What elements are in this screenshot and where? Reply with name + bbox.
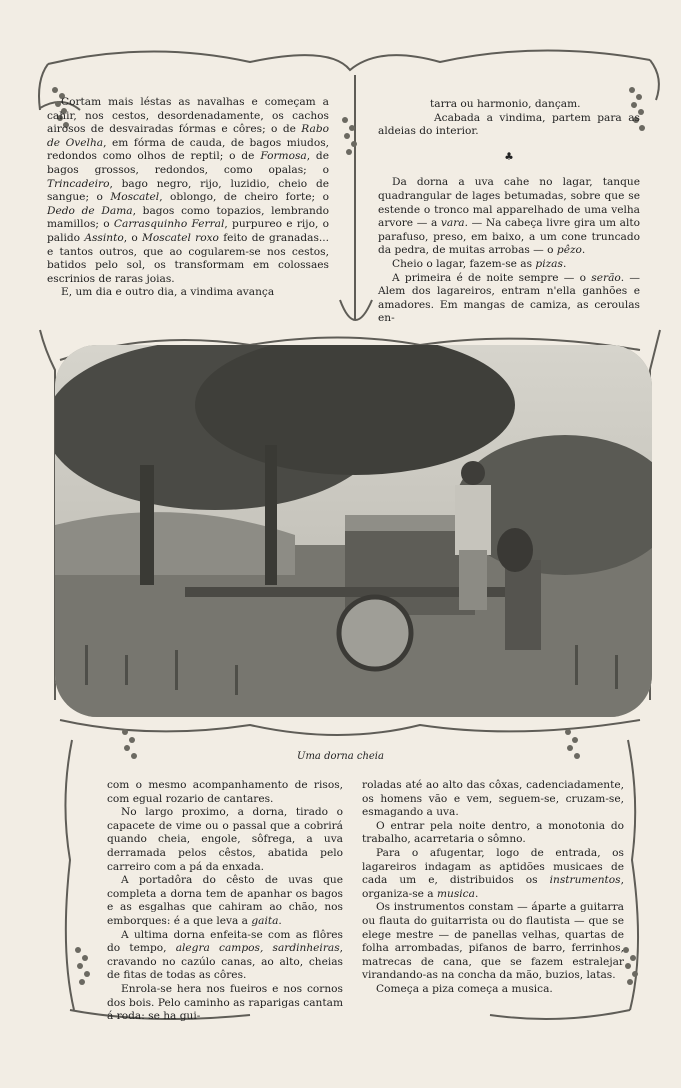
paragraph: Cheio o lagar, fazem-se as pizas. bbox=[392, 257, 567, 270]
photo-scene bbox=[55, 345, 652, 717]
paragraph: Da dorna a uva cahe no lagar, tanque quadrangular de lages betumadas, sobre que se estende o tronco mal apparelhado de uma velha arvore — a vara. — Na cabeça livre gira um alto parafuso, preso, em baixo, a um cone truncado da pedra, de muitas arrobas — o pêzo. bbox=[378, 176, 640, 257]
club-ornament: ♣ bbox=[504, 150, 514, 163]
paragraph: A portadôra do cêsto de uvas que completa a dorna tem de apanhar os bagos e as esgalhas que cahiram ao chão, nos emborques: é a que leva a gaita. bbox=[107, 874, 343, 927]
paragraph: O entrar pela noite dentro, a monotonia do trabalho, acarretaria o sômno. bbox=[362, 819, 624, 846]
paragraph: Cortam mais léstas as navalhas e começam a cahir, nos cestos, desordenadamente, os cachos airosos de desvairadas fórmas e côres; o de Rabo de Ovelha, em fórma de cauda, de bagos miudos, redondos como olhos de reptil; o de Formosa, de bagos grossos, redondos, como opalas; o Trincadeiro, bago negro, rijo, luzidio, cheio de sangue; o Moscatel, oblongo, de cheiro forte; o Dedo de Dama, bagos como topazios, lembrando mamillos; o Carrasquinho Ferral, purpureo e rijo, o palido Assinto, o Moscatel roxo feito de granadas... e tantos outros, que ao cogularem-se nos cestos, batidos pelo sol, os transformam em colossaes escrinios de raras joias. bbox=[47, 96, 330, 285]
photo-caption: Uma dorna cheia bbox=[297, 751, 384, 762]
paragraph: roladas até ao alto das côxas, cadenciadamente, os homens vão e vem, seguem-se, cruzam-se, esmagando a uva. bbox=[362, 779, 624, 819]
text-column-3 bbox=[107, 779, 343, 1024]
text-column-2 bbox=[378, 98, 640, 326]
paragraph: Para o afugentar, logo de entrada, os lagareiros indagam as aptidões musicaes de cada um e, distribuidos os instrumentos, organiza-se a musica. bbox=[362, 846, 624, 900]
paragraph: A ultima dorna enfeita-se com as flôres do tempo, alegra campos, sardinheiras, cravando no cazúlo canas, ao alto, cheias de fitas de todas as côres. bbox=[107, 928, 344, 982]
paragraph: A primeira é de noite sempre — o serão. — Alem dos lagareiros, entram n'ella ganhões e amadores. Em mangas de camiza, as ceroulas en- bbox=[378, 271, 640, 325]
vintage-photograph bbox=[55, 345, 652, 717]
text-column-1 bbox=[47, 96, 329, 300]
paragraph: Os instrumentos constam — áparte a guitarra ou flauta do guitarrista ou do flautista — que se elege mestre — de panellas velhas, quartas de folha arrombadas, pifanos de barro, ferrinhos, matrecas de cana, que se fazem estralejar virandando-as na concha da mão, buzios, latas. bbox=[362, 901, 624, 982]
paragraph: Acabada a vindima, partem para as aldeias do interior. bbox=[378, 111, 640, 138]
paragraph: tarra ou harmonio, dançam. bbox=[430, 98, 581, 110]
text-column-4 bbox=[362, 779, 624, 997]
paragraph: No largo proximo, a dorna, tirado o capacete de vime ou o passal que a cobrirá quando cheia, engole, sôfrega, a uva derramada pelos cêstos, abatida pelo carreiro com a pá da enxada. bbox=[107, 806, 343, 873]
paragraph: Enrola-se hera nos fueiros e nos cornos dos bois. Pelo caminho as raparigas cantam á roda: se ha gui- bbox=[107, 982, 343, 1023]
paragraph: com o mesmo acompanhamento de risos, com egual rozario de cantares. bbox=[107, 779, 343, 805]
paragraph: E, um dia e outro dia, a vindima avança bbox=[61, 286, 275, 299]
paragraph: Começa a piza começa a musica. bbox=[376, 982, 553, 995]
